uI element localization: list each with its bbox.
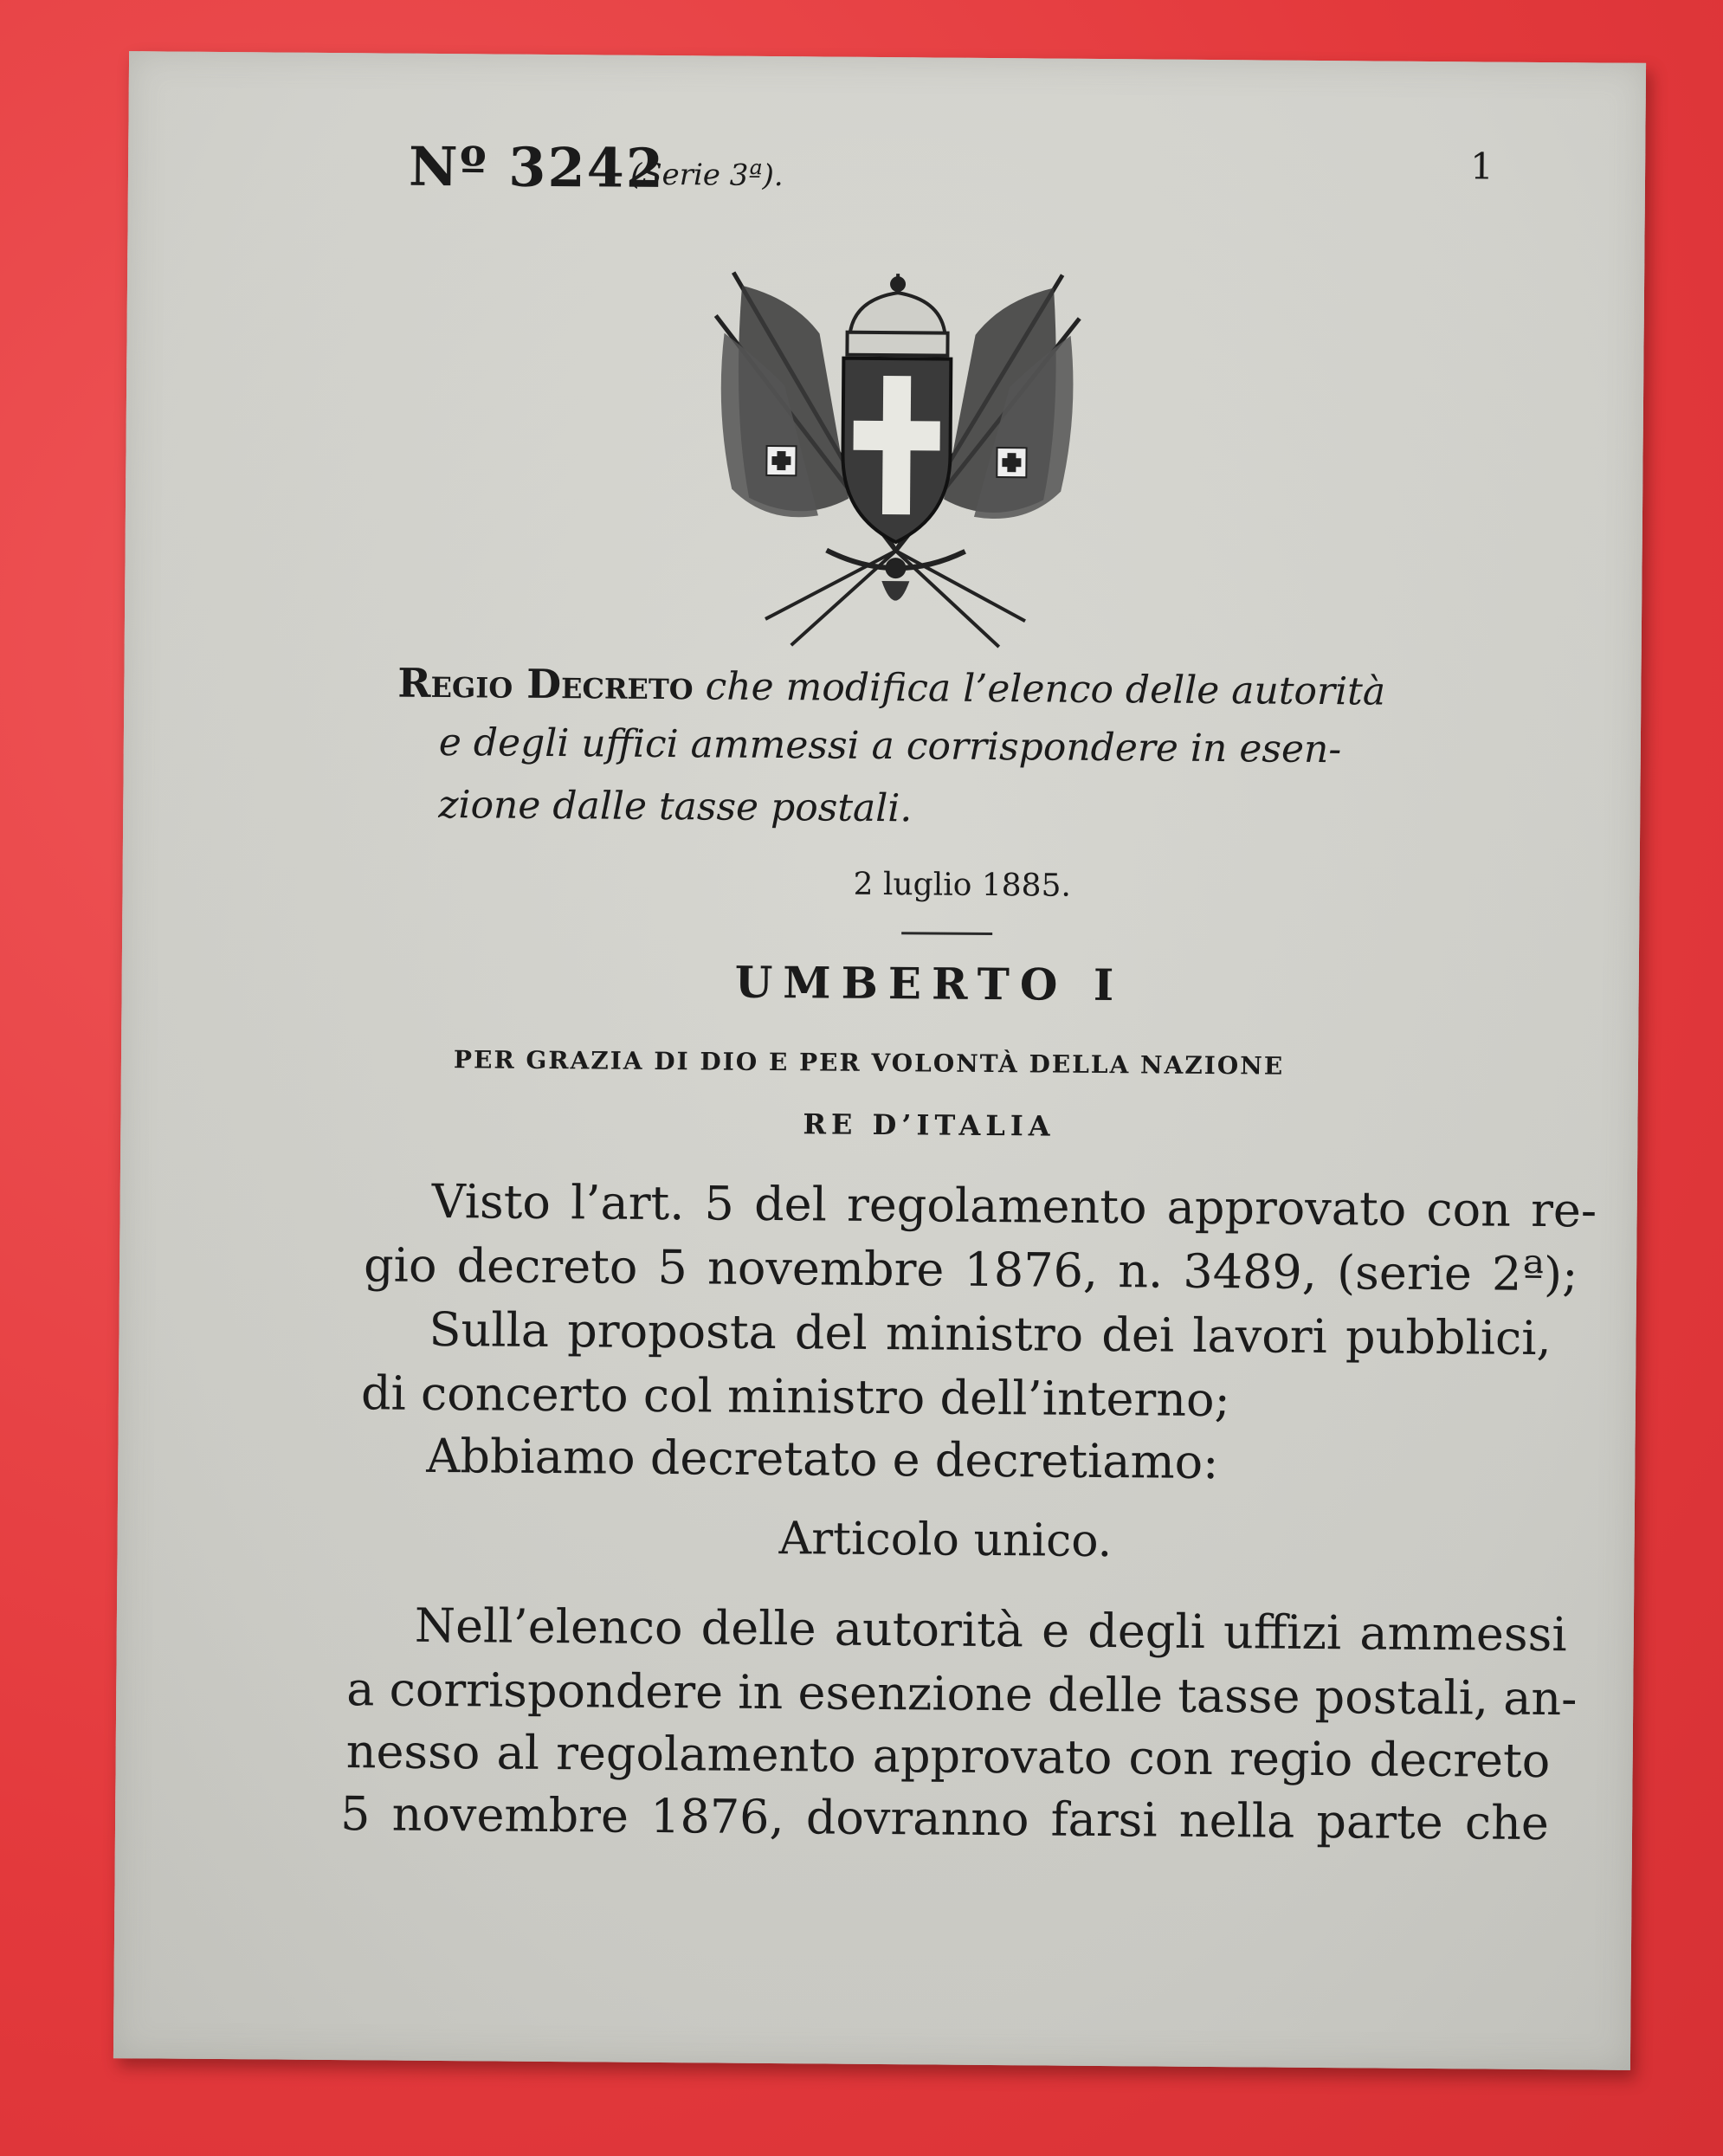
body-line: Visto l’art. 5 del regolamento approvato con re- bbox=[431, 1173, 1597, 1238]
decree-date: 2 luglio 1885. bbox=[853, 866, 1072, 904]
article-heading: Articolo unico. bbox=[778, 1513, 1113, 1568]
decree-title-line-2: e degli uffici ammessi a corrispondere in esen- bbox=[438, 720, 1342, 772]
savoy-coat-of-arms-with-flags-icon bbox=[696, 237, 1098, 656]
body-line: Sulla proposta del ministro dei lavori pubblici, bbox=[429, 1301, 1552, 1366]
decree-title-rest: che modifica l’elenco delle autorità bbox=[693, 664, 1386, 714]
decree-number: Nº 3242 bbox=[408, 134, 666, 201]
article-line: 5 novembre 1876, dovranno farsi nella parte che bbox=[339, 1786, 1550, 1851]
sovereign-name: UMBERTO I bbox=[734, 956, 1125, 1011]
body-line: Abbiamo decretato e decretiamo: bbox=[426, 1428, 1219, 1490]
page-number: 1 bbox=[1469, 145, 1494, 188]
decree-series: (Serie 3ª). bbox=[629, 157, 784, 194]
article-line: a corrispondere in esenzione delle tasse postali, an- bbox=[346, 1662, 1578, 1727]
decree-page bbox=[113, 51, 1646, 2070]
decree-title-line-3: zione dalle tasse postali. bbox=[438, 782, 913, 831]
article-line: nesso al regolamento approvato con regio decreto bbox=[345, 1724, 1551, 1789]
decree-title-lead: Regio Decreto bbox=[397, 659, 694, 709]
body-line: di concerto col ministro dell’interno; bbox=[360, 1365, 1230, 1428]
body-line: gio decreto 5 novembre 1876, n. 3489, (serie 2ª); bbox=[363, 1237, 1578, 1302]
decree-title-line-1 bbox=[397, 660, 1385, 714]
article-line: Nell’elenco delle autorità e degli uffizi ammessi bbox=[414, 1598, 1567, 1662]
sovereign-title: RE D’ITALIA bbox=[803, 1107, 1055, 1143]
divider bbox=[901, 932, 992, 935]
sovereign-formula: PER GRAZIA DI DIO E PER VOLONTÀ DELLA NAZIONE bbox=[453, 1045, 1285, 1081]
